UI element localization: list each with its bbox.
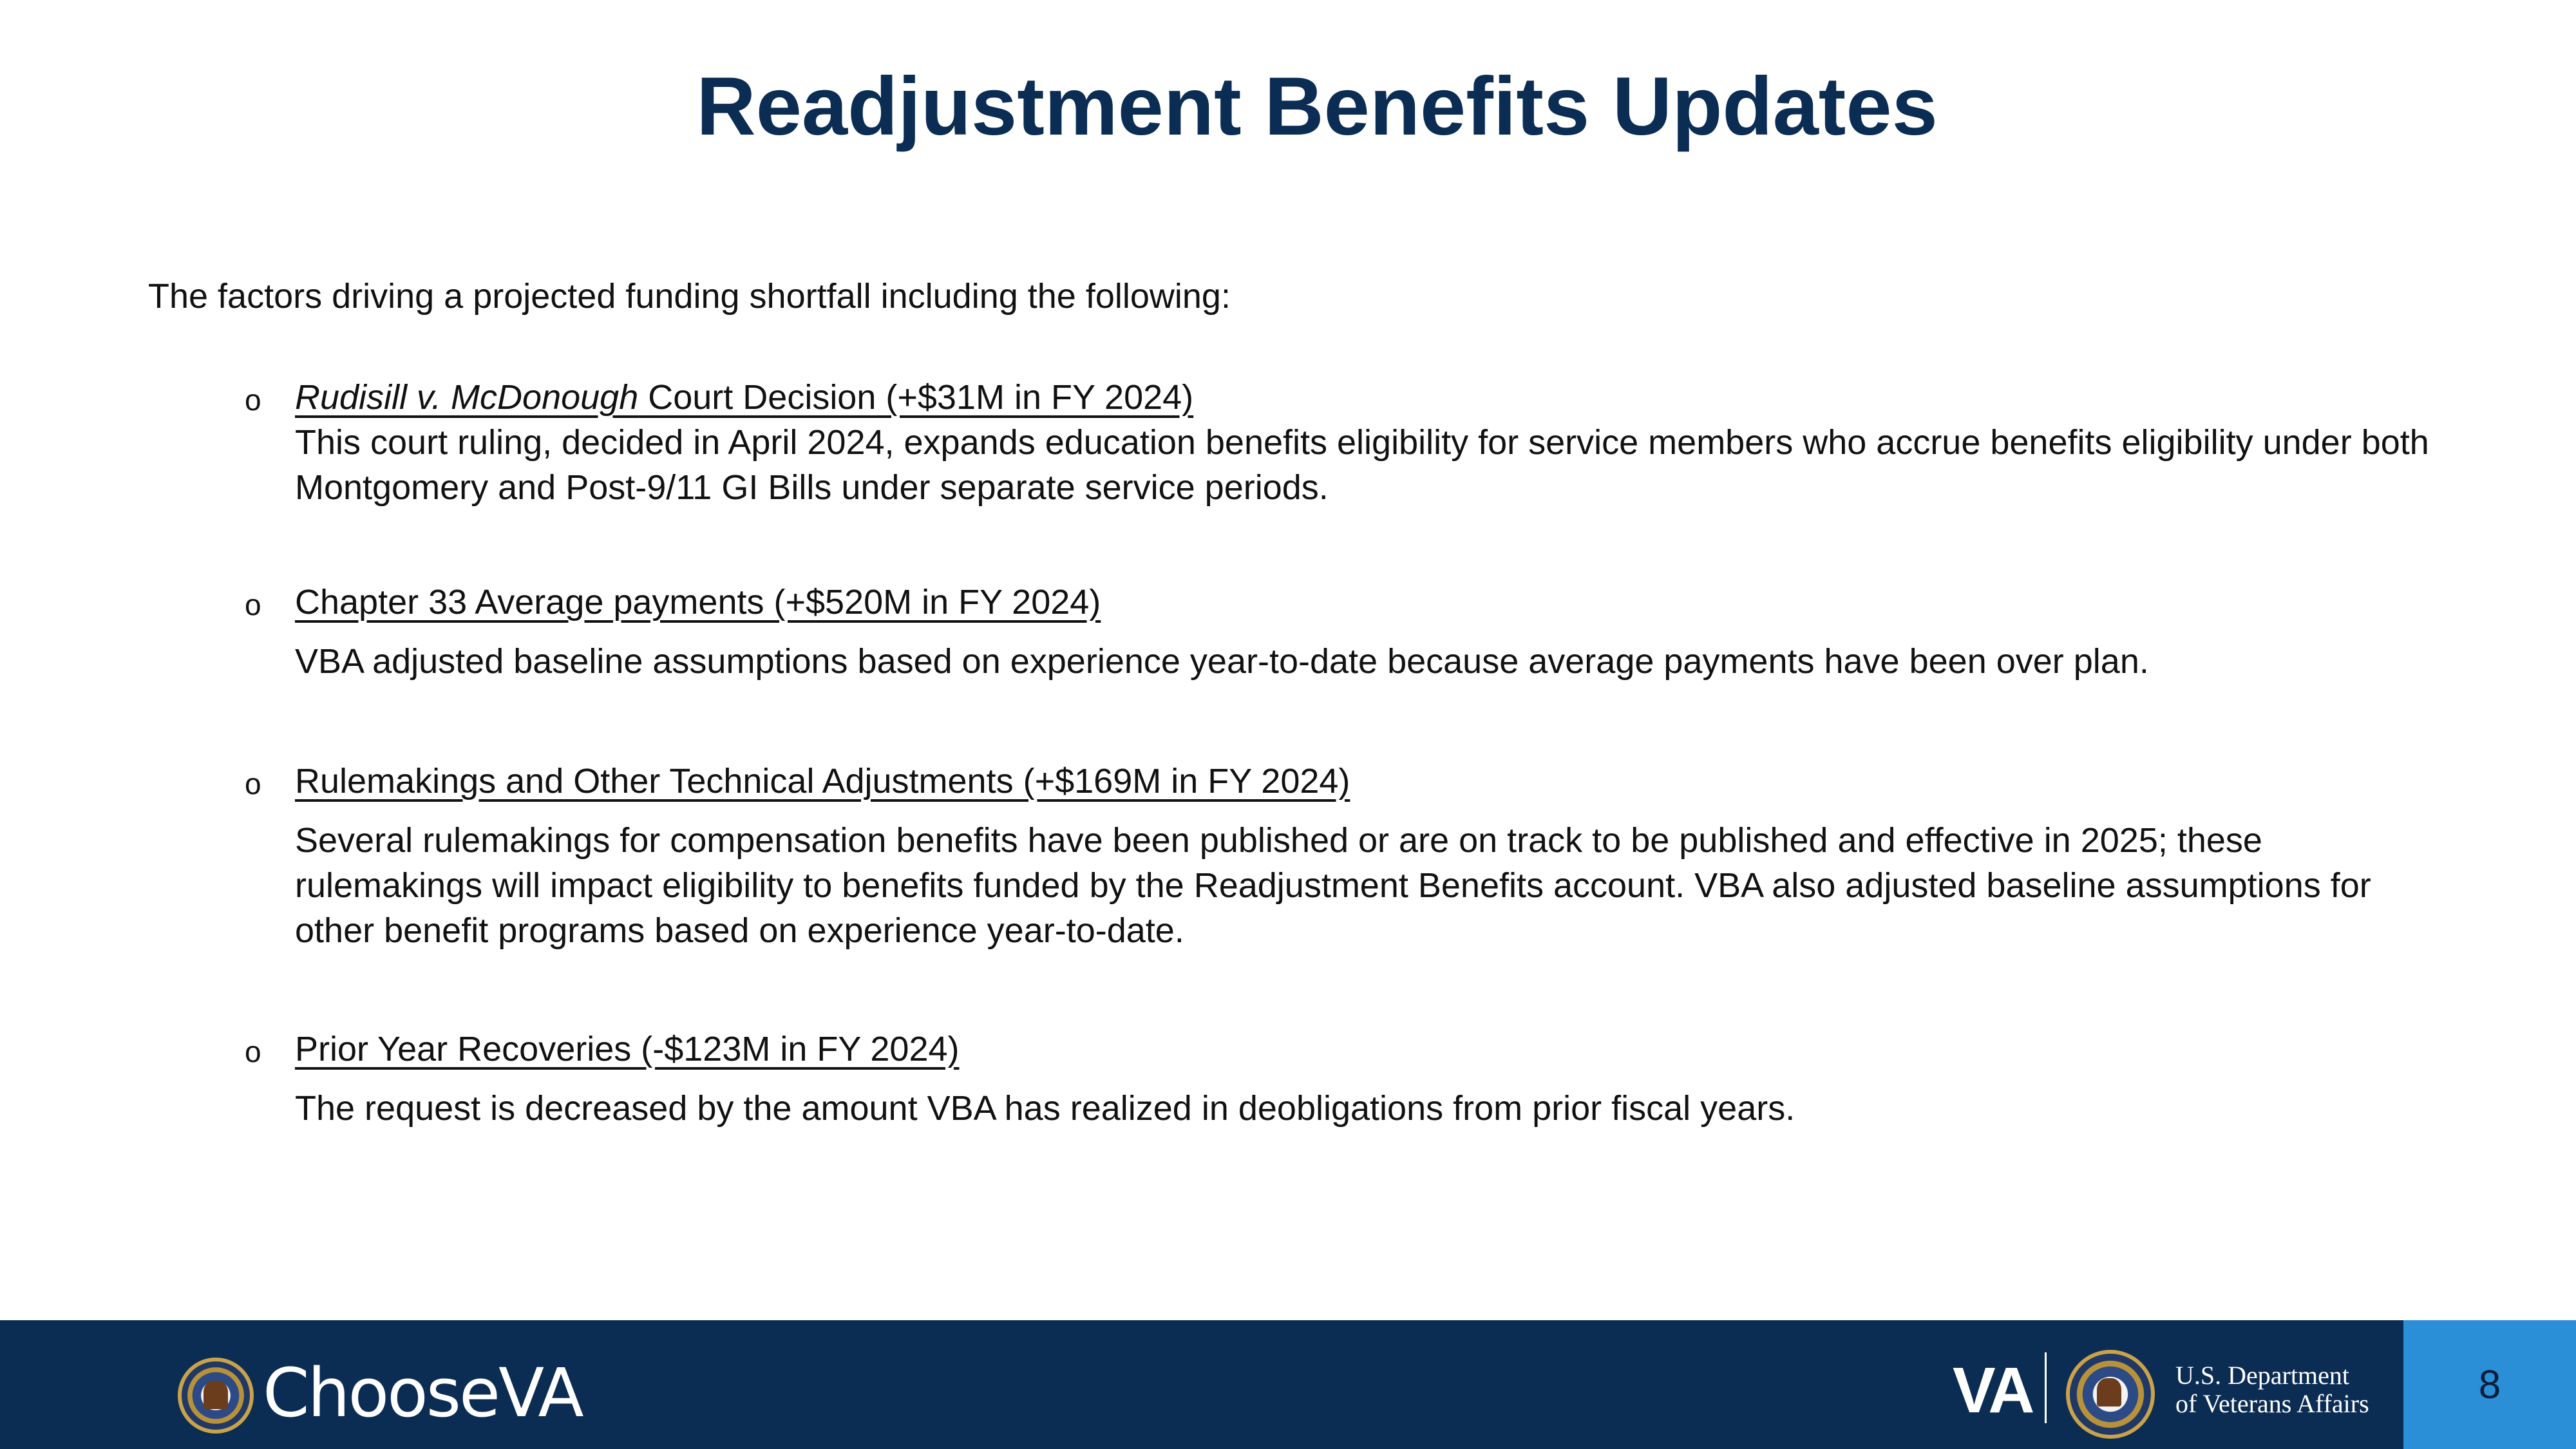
- bullet-icon: o: [245, 767, 261, 800]
- item-heading: Rulemakings and Other Technical Adjustments (+$169M in FY 2024): [295, 762, 1350, 800]
- list-item: [245, 759, 2447, 953]
- department-line-1: U.S. Department: [2175, 1361, 2349, 1390]
- item-heading: Chapter 33 Average payments (+$520M in FY 2024): [295, 583, 1101, 621]
- intro-text: The factors driving a projected funding shortfall including the following:: [148, 277, 1231, 316]
- item-heading: Prior Year Recoveries (-$123M in FY 2024): [295, 1030, 960, 1068]
- item-heading: [295, 375, 2447, 420]
- va-seal-icon: [2066, 1350, 2155, 1439]
- department-line-2: of Veterans Affairs: [2175, 1389, 2369, 1418]
- bullet-icon: o: [245, 1035, 261, 1068]
- choose-va-logo: ChooseVA: [263, 1354, 582, 1432]
- item-description: VBA adjusted baseline assumptions based on experience year-to-date because average payments have been over plan.: [295, 642, 2149, 681]
- heading-rest: Court Decision (+$31M in FY 2024): [638, 378, 1194, 417]
- list-item: [245, 580, 2447, 684]
- footer-band: [0, 1320, 2576, 1449]
- list-item: [245, 1027, 2447, 1131]
- va-logo: VA: [1953, 1354, 2032, 1426]
- page-number: 8: [2403, 1320, 2576, 1449]
- item-description: Several rulemakings for compensation benefits have been published or are on track to be published and effective in 2025; these rulemakings will impact eligibility to benefits funded by the Readjustment Benefits account. VBA also adjusted baseline assumptions for other benefit programs based on experience year-to-date.: [295, 821, 2371, 950]
- list-item: [245, 375, 2447, 510]
- bullet-icon: o: [245, 383, 261, 417]
- bullet-icon: o: [245, 588, 261, 621]
- case-name: Rudisill v. McDonough: [295, 378, 639, 417]
- department-name: [2175, 1361, 2369, 1418]
- slide-title: Readjustment Benefits Updates: [696, 61, 1938, 153]
- item-description: The request is decreased by the amount VBA has realized in deobligations from prior fiscal years.: [295, 1089, 1795, 1128]
- logo-divider: [2045, 1352, 2047, 1423]
- item-description: This court ruling, decided in April 2024, expands education benefits eligibility for service members who accrue benefits eligibility under both Montgomery and Post-9/11 GI Bills under separate service periods.: [295, 423, 2429, 507]
- va-seal-icon: [178, 1358, 254, 1434]
